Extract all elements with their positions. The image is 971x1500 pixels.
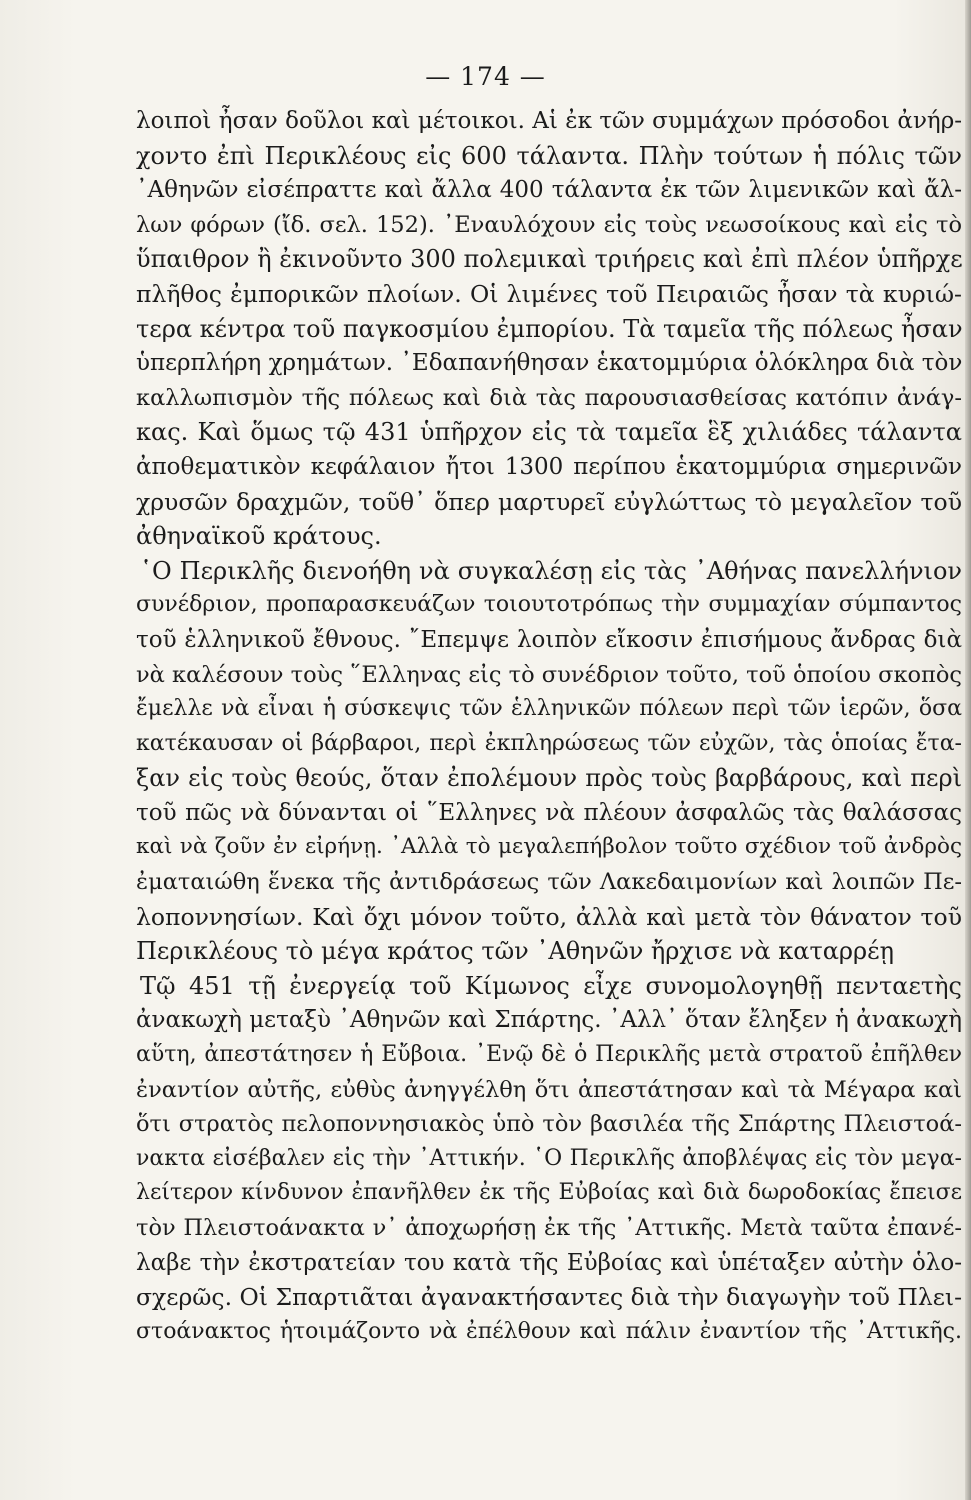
text-line: ξαν εἰς τοὺς θεούς, ὅταν ἐπολέμουν πρὸς τοὺς βαρβάρους, καὶ περὶ (136, 764, 962, 793)
text-line: ὑπερπλήρη χρημάτων. ᾿Εδαπανήθησαν ἑκατομμύρια ὁλόκληρα διὰ τὸν (136, 350, 963, 377)
text-line: λοιποὶ ἦσαν δοῦλοι καὶ μέτοικοι. Αἱ ἐκ τῶν συμμάχων πρόσοδοι ἀνήρ- (136, 108, 962, 134)
text-line: ὅτι στρατὸς πελοποννησιακὸς ὑπὸ τὸν βασιλέα τῆς Σπάρτης Πλειστοά- (136, 1111, 962, 1138)
text-line: σχερῶς. Οἱ Σπαρτιᾶται ἀγανακτήσαντες διὰ τὴν διαγωγὴν τοῦ Πλει- (136, 1283, 963, 1312)
text-line: ἀποθεματικὸν κεφάλαιον ἤτοι 1300 περίπου ἑκατομμύρια σημερινῶν (136, 453, 962, 480)
page-number: — 174 — (425, 62, 546, 91)
text-line: ἔμελλε νὰ εἶναι ἡ σύσκεψις τῶν ἑλληνικῶν πόλεων περὶ τῶν ἱερῶν, ὅσα (136, 696, 962, 722)
text-line: ἐματαιώθη ἕνεκα τῆς ἀντιδράσεως τῶν Λακεδαιμονίων καὶ λοιπῶν Πε- (136, 869, 962, 896)
text-line: ὕπαιθρον ἢ ἐκινοῦντο 300 πολεμικαὶ τριήρεις καὶ ἐπὶ πλέον ὑπῆρχε (136, 245, 963, 274)
text-line: καλλωπισμὸν τῆς πόλεως καὶ διὰ τὰς παρουσιασθείσας κατόπιν ἀνάγ- (136, 384, 962, 411)
text-line: τοῦ πῶς νὰ δύνανται οἱ ῞Ελληνες νὰ πλέουν ἀσφαλῶς τὰς θαλάσσας (136, 799, 962, 826)
paragraph-end-line: ἀθηναϊκοῦ κράτους. (136, 522, 382, 551)
page-edge-shadow (965, 0, 971, 1500)
paragraph-start-line: ῾Ο Περικλῆς διενοήθη νὰ συγκαλέσῃ εἰς τὰς ᾿Αθήνας πανελλήνιον (140, 556, 962, 585)
text-line: καὶ νὰ ζοῦν ἐν εἰρήνῃ. ᾿Αλλὰ τὸ μεγαλεπήβολον τοῦτο σχέδιον τοῦ ἀνδρὸς (136, 834, 962, 860)
text-line: τοῦ ἑλληνικοῦ ἔθνους. ῎Επεμψε λοιπὸν εἴκοσιν ἐπισήμους ἄνδρας διὰ (136, 626, 962, 653)
text-line: ἐναντίον αὐτῆς, εὐθὺς ἀνηγγέλθη ὅτι ἀπεστάτησαν καὶ τὰ Μέγαρα καὶ (136, 1076, 962, 1103)
text-line: λείτερον κίνδυνον ἐπανῆλθεν ἐκ τῆς Εὐβοίας καὶ διὰ δωροδοκίας ἔπεισε (136, 1180, 962, 1206)
paragraph-start-line: Τῷ 451 τῇ ἐνεργείᾳ τοῦ Κίμωνος εἶχε συνομολογηθῇ πενταετὴς (140, 971, 962, 1000)
text-line: νακτα εἰσέβαλεν εἰς τὴν ᾿Αττικήν. ῾Ο Περικλῆς ἀποβλέψας εἰς τὸν μεγα- (136, 1145, 962, 1171)
text-line: λαβε τὴν ἐκστρατείαν του κατὰ τῆς Εὐβοίας καὶ ὑπέταξεν αὐτὴν ὁλο- (136, 1249, 962, 1276)
text-line: χρυσῶν δραχμῶν, τοῦθ᾿ ὅπερ μαρτυρεῖ εὐγλώττως τὸ μεγαλεῖον τοῦ (136, 487, 962, 516)
body-text (136, 104, 962, 1349)
text-line: κας. Καὶ ὅμως τῷ 431 ὑπῆρχον εἰς τὰ ταμεῖα ἓξ χιλιάδες τάλαντα (136, 418, 962, 447)
text-line: χοντο ἐπὶ Περικλέους εἰς 600 τάλαντα. Πλὴν τούτων ἡ πόλις τῶν (136, 141, 962, 170)
paragraph-end-line: Περικλέους τὸ μέγα κράτος τῶν ᾿Αθηνῶν ἤρχισε νὰ καταρρέῃ (136, 937, 894, 966)
text-line: τὸν Πλειστοάνακτα ν᾿ ἀποχωρήσῃ ἐκ τῆς ᾿Αττικῆς. Μετὰ ταῦτα ἐπανέ- (136, 1215, 962, 1241)
text-line: ᾿Αθηνῶν εἰσέπραττε καὶ ἄλλα 400 τάλαντα ἐκ τῶν λιμενικῶν καὶ ἄλ- (136, 177, 962, 204)
text-line: κατέκαυσαν οἱ βάρβαροι, περὶ ἐκπληρώσεως τῶν εὐχῶν, τὰς ὁποίας ἔτα- (136, 730, 962, 756)
text-line: λοποννησίων. Καὶ ὄχι μόνον τοῦτο, ἀλλὰ καὶ μετὰ τὸν θάνατον τοῦ (136, 902, 962, 931)
text-line: στοάνακτος ἡτοιμάζοντο νὰ ἐπέλθουν καὶ πάλιν ἐναντίον τῆς ᾿Αττικῆς. (136, 1318, 962, 1344)
text-line: τερα κέντρα τοῦ παγκοσμίου ἐμπορίου. Τὰ ταμεῖα τῆς πόλεως ἦσαν (136, 314, 963, 343)
text-line: ἀνακωχὴ μεταξὺ ᾿Αθηνῶν καὶ Σπάρτης. ᾿Αλλ᾿ ὅταν ἔληξεν ἡ ἀνακωχὴ (136, 1007, 962, 1034)
text-line: συνέδριον, προπαρασκευάζων τοιουτοτρόπως τὴν συμμαχίαν σύμπαντος (136, 592, 962, 618)
text-line: πλῆθος ἐμπορικῶν πλοίων. Οἱ λιμένες τοῦ Πειραιῶς ἦσαν τὰ κυριώ- (136, 279, 962, 308)
text-line: αὕτη, ἀπεστάτησεν ἡ Εὔβοια. ᾿Ενῷ δὲ ὁ Περικλῆς μετὰ στρατοῦ ἐπῆλθεν (136, 1042, 962, 1068)
text-line: λων φόρων (ἴδ. σελ. 152). ᾿Εναυλόχουν εἰς τοὺς νεωσοίκους καὶ εἰς τὸ (136, 211, 962, 238)
text-line: νὰ καλέσουν τοὺς ῞Ελληνας εἰς τὸ συνέδριον τοῦτο, τοῦ ὁποίου σκοπὸς (136, 661, 962, 688)
